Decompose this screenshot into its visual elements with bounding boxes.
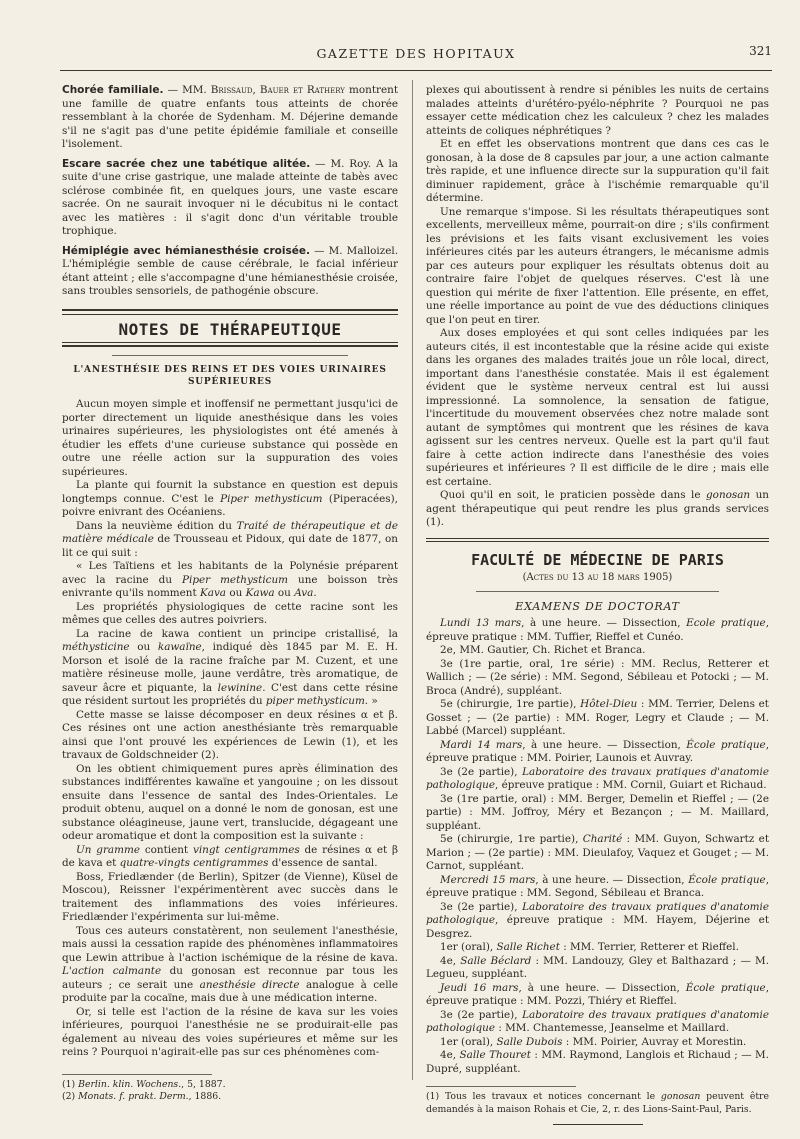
exam-entry: 3e (2e partie), Laboratoire des travaux pratiques d'anatomie pathologique, épreuve pratique : MM. Cornil, Guiart et Richaud.	[426, 765, 769, 791]
exam-entry: 1er (oral), Salle Richet : MM. Terrier, Retterer et Rieffel.	[440, 941, 739, 953]
body-paragraph: On les obtient chimiquement pures après élimination des substances indifférentes kawaïne et yangouine ; on les dissout ensuite dans l'essence de santal des Indes-Orientales. Le produit obtenu, auquel on a donné le nom de gonosan, est une substance oléagineuse, jaune vert, translucide, dégageant une odeur aromatique et dont la composition est la suivante :	[62, 762, 398, 842]
body-paragraph: La plante qui fournit la substance en question est depuis longtemps connue. C'est le Piper methysticum (Piperacées), poivre enivrant des Océaniens.	[62, 479, 398, 518]
body-paragraph: plexes qui aboutissent à rendre si pénibles les nuits de certains malades atteints d'urétéro-pyélo-néphrite ? Pourquoi ne pas essayer cette médication chez les calculeux ? chez les malades atteints de coliques néphrétiques ?	[426, 84, 769, 137]
subsection-title: L'ANESTHÉSIE DES REINS ET DES VOIES URINAIRES SUPÉRIEURES	[73, 365, 387, 387]
body-paragraph: Les propriétés physiologiques de cette racine sont les mêmes que celles des autres poivriers.	[62, 600, 398, 626]
exam-entry: 1er (oral), Salle Dubois : MM. Poirier, Auvray et Morestin.	[440, 1035, 747, 1048]
subsection-rule	[112, 355, 348, 356]
body-paragraph: Et en effet les observations montrent que dans ces cas le gonosan, à la dose de 8 capsules par jour, a une action calmante très rapide, et une influence directe sur la suppuration qu'il fait diminuer rapidement, grâce à l'ischémie remarquable qu'il détermine.	[426, 138, 769, 204]
exam-entry: 3e (2e partie), Laboratoire des travaux pratiques d'anatomie pathologique : MM. Chantemesse, Jeanselme et Maillard.	[426, 1008, 769, 1034]
paragraph-lead: Escare sacrée chez une tabétique alitée.	[62, 157, 311, 170]
body-paragraph: « Les Taïtiens et les habitants de la Polynésie préparent avec la racine du Piper methysticum une boisson très enivrante qu'ils nomment Kava ou Kawa ou Ava.	[62, 560, 398, 599]
exam-entry: Lundi 13 mars, à une heure. — Dissection, Ecole pratique, épreuve pratique : MM. Tuffier, Rieffel et Cunéo.	[426, 617, 770, 643]
left-column	[62, 84, 398, 1104]
exam-entry: Jeudi 16 mars, à une heure. — Dissection, École pratique, épreuve pratique : MM. Pozzi, Thiéry et Rieffel.	[426, 981, 769, 1007]
footnote: (1) Berlin. klin. Wochens., 5, 1887.	[62, 1078, 226, 1090]
exam-title: EXAMENS DE DOCTORAT	[515, 599, 680, 613]
end-rule	[553, 1124, 643, 1125]
exam-entry: 3e (1re partie, oral) : MM. Berger, Demelin et Rieffel ; — (2e partie) : MM. Joffroy, Méry et Bezançon ; — M. Maillard, suppléant.	[426, 792, 769, 832]
exam-entry: 2e, MM. Gautier, Ch. Richet et Branca.	[440, 644, 646, 656]
body-paragraph: Dans la neuvième édition du Traité de thérapeutique et de matière médicale de Trousseau et Pidoux, qui date de 1877, on lit ce qui suit :	[62, 519, 398, 559]
page-header	[60, 40, 772, 66]
footnote: (1) Tous les travaux et notices concernant le gonosan peuvent être demandés à la maison Rohais et Cie, 2, r. des Lions-Saint-Paul, Paris.	[426, 1091, 770, 1115]
exam-entry: 4e, Salle Thouret : MM. Raymond, Langlois et Richaud ; — M. Dupré, suppléant.	[426, 1049, 769, 1075]
section-header	[62, 309, 398, 348]
exam-entry: 5e (chirurgie, 1re partie), Hôtel-Dieu : MM. Terrier, Delens et Gosset ; — (2e partie) : MM. Roger, Legry et Claude ; — M. Labbé (Marcel) suppléant.	[426, 698, 769, 737]
body-paragraph: Cette masse se laisse décomposer en deux résines α et β. Ces résines ont une action anesthésiante très remarquable ainsi que l'ont prouvé les expériences de Lewin (1), et les travaux de Goldschneider (2).	[62, 708, 398, 761]
journal-title: GAZETTE DES HOPITAUX	[316, 46, 516, 61]
paragraph-lead: Hémiplégie avec hémianesthésie croisée.	[62, 244, 310, 257]
paragraph-escare: Escare sacrée chez une tabétique alitée. — M. Roy. A la suite d'une crise gastrique, une malade atteinte de tabès avec sclérose combinée fit, en quelques jours, une vaste escare sacrée. On ne saurait invoquer ni le décubitus ni le contact avec les matières : il s'agit donc d'un véritable trouble trophique.	[62, 157, 398, 237]
body-paragraph: Aux doses employées et qui sont celles indiquées par les auteurs cités, il est incontestable que la résine acide qui existe dans les organes des malades traités joue un rôle local, direct, important dans l'anesthésie constatée. Mais il est également évident que le système nerveux central est lui aussi impressionné. La somnolence, la sensation de fatigue, l'incertitude du mouvement observées chez notre malade sont autant de symptômes qui montrent que les résines de kava agissent sur les centres nerveux. Quelle est la part qu'il faut faire à cette action indirecte dans l'anesthésie des voies supérieures et inférieures ? Il est difficile de le dire ; mais elle est certaine.	[426, 327, 769, 488]
exam-entry: Mardi 14 mars, à une heure. — Dissection, École pratique, épreuve pratique : MM. Poirier, Launois et Auvray.	[426, 738, 769, 764]
right-column	[426, 84, 769, 1125]
section-title: NOTES DE THÉRAPEUTIQUE	[62, 314, 398, 344]
column-divider	[412, 80, 413, 1080]
body-paragraph: Aucun moyen simple et inoffensif ne permettant jusqu'ici de porter directement un liquide anesthésique dans les voies urinaires supérieures, les physiologistes ont été amenés à étudier les effets d'une curieuse substance qui possède en outre une réelle action sur la suppuration des voies supérieures.	[62, 398, 398, 478]
faculty-subtitle: (Actes du 13 au 18 mars 1905)	[522, 572, 673, 583]
footnote: (2) Monats. f. prakt. Derm., 1886.	[62, 1091, 222, 1102]
header-rule	[60, 70, 772, 71]
exam-entry: 3e (1re partie, oral, 1re série) : MM. Reclus, Retterer et Wallich ; — (2e série) : MM. Segond, Sébileau et Potocki ; — M. Broca (André), suppléant.	[426, 657, 769, 697]
subsection-rule	[476, 591, 719, 592]
body-paragraph: Or, si telle est l'action de la résine de kava sur les voies inférieures, pourquoi l'anesthésie ne se produirait-elle pas également au niveau des voies supérieures et même sur les reins ? Pourquoi n'agirait-elle pas sur ces phénomènes com-	[62, 1005, 398, 1058]
body-paragraph: Une remarque s'impose. Si les résultats thérapeutiques sont excellents, merveilleux même, pourrait-on dire ; s'ils confirment les prévisions et les faits visant exclusivement les voies inférieures cités par les auteurs étrangers, le mécanisme admis par ces auteurs pour expliquer les résultats obtenus doit au contraire faire l'objet de quelques réserves. C'est là une question qui mérite de fixer l'attention. Elle présente, en effet, une réelle importance au point de vue des déductions cliniques que l'on peut en tirer.	[426, 205, 769, 326]
section-rule	[426, 538, 769, 542]
footnote-rule	[426, 1086, 576, 1087]
body-paragraph: La racine de kawa contient un principe cristallisé, la méthysticine ou kawaïne, indiqué dès 1845 par M. E. H. Morson et isolé de la racine fraîche par M. Cuzent, et une matière résineuse molle, jaune verdâtre, très aromatique, de saveur âcre et piquante, la lewinine. C'est dans cette résine que résident surtout les propriétés du piper methysticum. »	[62, 627, 398, 707]
exam-entry: 3e (2e partie), Laboratoire des travaux pratiques d'anatomie pathologique, épreuve pratique : MM. Hayem, Déjerine et Desgrez.	[426, 900, 769, 940]
body-paragraph: Tous ces auteurs constatèrent, non seulement l'anesthésie, mais aussi la cessation rapide des phénomènes inflammatoires que Lewin attribue à l'action ischémique de la résine de kava. L'action calmante du gonosan est reconnue par tous les auteurs ; ce serait une anesthésie directe analogue à celle produite par la cocaïne, mais due à une médication interne.	[62, 924, 399, 1004]
body-paragraph: Quoi qu'il en soit, le praticien possède dans le gonosan un agent thérapeutique qui peut rendre les plus grands services (1).	[426, 489, 769, 528]
faculty-title: FACULTÉ DE MÉDECINE DE PARIS	[471, 550, 724, 569]
exam-entry: 4e, Salle Béclard : MM. Landouzy, Gley et Balthazard ; — M. Legueu, suppléant.	[426, 954, 770, 980]
paragraph-hemiplegie: Hémiplégie avec hémianesthésie croisée. — M. Malloizel. L'hémiplégie semble de cause cérébrale, le facial inférieur étant atteint ; elle s'accompagne d'une hémianesthésie croisée, sans troubles sensoriels, de pathogénie obscure.	[62, 244, 398, 297]
exam-entry: 5e (chirurgie, 1re partie), Charité : MM. Guyon, Schwartz et Marion ; — (2e partie) : MM. Dieulafoy, Vaquez et Gouget ; — M. Carnot, suppléant.	[426, 833, 769, 872]
paragraph-lead: Chorée familiale.	[62, 84, 164, 96]
body-paragraph: Un gramme contient vingt centigrammes de résines α et β de kava et quatre-vingts centigrammes d'essence de santal.	[62, 843, 398, 869]
page-number: 321	[749, 44, 772, 58]
exam-entry: Mercredi 15 mars, à une heure. — Dissection, École pratique, épreuve pratique : MM. Segond, Sébileau et Branca.	[426, 873, 770, 899]
paragraph-choree: Chorée familiale. — MM. Brissaud, Bauer et Rathery montrent une famille de quatre enfants tous atteints de chorée ressemblant à la chorée de Sydenham. M. Déjerine demande s'il ne s'agit pas d'une petite épidémie familiale et conseille l'isolement.	[62, 84, 398, 150]
body-paragraph: Boss, Friedlænder (de Berlin), Spitzer (de Vienne), Küsel de Moscou), Reissner l'expérimentèrent avec succès dans le traitement des inflammations des voies inférieures. Friedlænder l'expérimenta sur lui-même.	[62, 870, 398, 923]
